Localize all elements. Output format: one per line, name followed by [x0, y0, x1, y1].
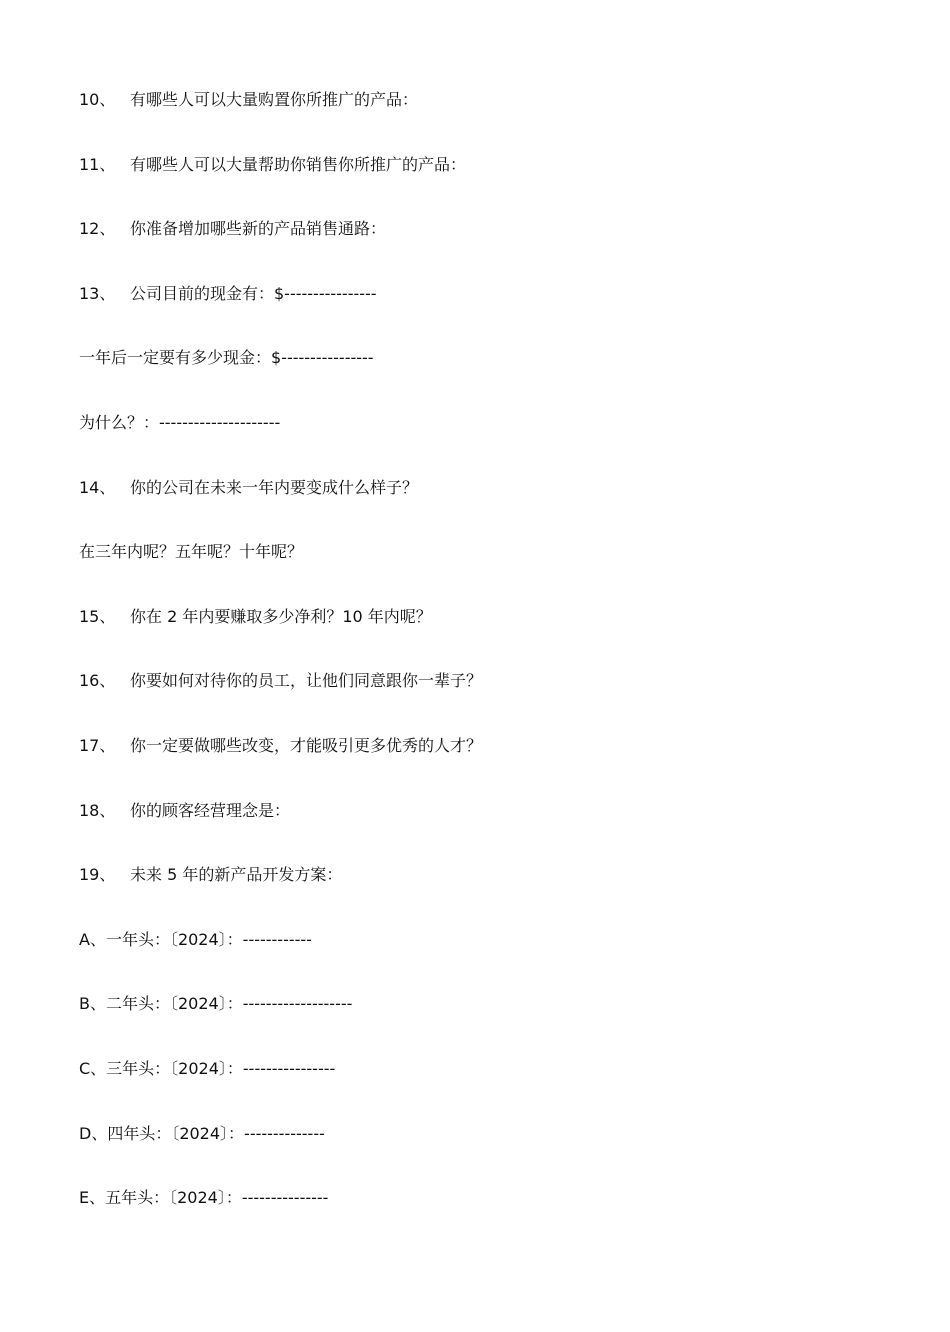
question-text: 你的公司在未来一年内要变成什么样子？: [130, 477, 419, 497]
question-18: [79, 798, 890, 863]
plan-item-text: E、五年头：〔2024〕：---------------: [79, 1188, 329, 1208]
question-number: 18、: [79, 800, 116, 820]
plan-year-1: [79, 927, 890, 992]
question-text: 你一定要做哪些改变，才能吸引更多优秀的人才？: [130, 735, 483, 755]
plan-year-4: [79, 1121, 890, 1186]
question-text: 你准备增加哪些新的产品销售通路：: [130, 219, 387, 239]
question-number: 19、: [79, 865, 116, 885]
question-16: [79, 668, 890, 733]
question-number: 13、: [79, 283, 116, 303]
question-text: 公司目前的现金有：$----------------: [130, 283, 377, 303]
question-text: 你在 2 年内要赚取多少净利？10 年内呢？: [130, 606, 432, 626]
question-10: [79, 87, 890, 152]
question-15: [79, 604, 890, 669]
question-number: 16、: [79, 671, 116, 691]
questionnaire-body: [79, 87, 890, 1250]
plan-year-5: [79, 1185, 890, 1250]
question-number: 10、: [79, 90, 116, 109]
plan-year-2: [79, 991, 890, 1056]
question-number: 17、: [79, 735, 116, 755]
question-13-followup-cash: [79, 345, 890, 410]
question-17: [79, 733, 890, 798]
question-text: 为什么？：---------------------: [79, 412, 281, 432]
question-13: [79, 281, 890, 346]
question-number: 11、: [79, 154, 116, 174]
question-text: 一年后一定要有多少现金：$----------------: [79, 348, 374, 368]
question-text: 有哪些人可以大量帮助你销售你所推广的产品：: [130, 154, 467, 174]
question-number: 12、: [79, 219, 116, 239]
question-text: 你要如何对待你的员工，让他们同意跟你一辈子？: [130, 671, 483, 691]
question-number: 15、: [79, 606, 116, 626]
question-text: 你的顾客经营理念是：: [130, 800, 291, 820]
question-14: [79, 475, 890, 540]
question-11: [79, 152, 890, 217]
question-14-followup: [79, 539, 890, 604]
question-text: 未来 5 年的新产品开发方案：: [130, 865, 343, 885]
plan-item-text: A、一年头：〔2024〕：------------: [79, 929, 312, 949]
question-13-followup-why: [79, 410, 890, 475]
plan-item-text: C、三年头：〔2024〕：----------------: [79, 1058, 336, 1078]
question-number: 14、: [79, 477, 116, 497]
plan-year-3: [79, 1056, 890, 1121]
question-text: 在三年内呢？五年呢？十年呢？: [79, 542, 304, 562]
question-12: [79, 216, 890, 281]
plan-item-text: B、二年头：〔2024〕：-------------------: [79, 994, 353, 1014]
plan-item-text: D、四年头：〔2024〕：--------------: [79, 1123, 325, 1143]
question-text: 有哪些人可以大量购置你所推广的产品：: [130, 90, 419, 109]
question-19: [79, 862, 890, 927]
